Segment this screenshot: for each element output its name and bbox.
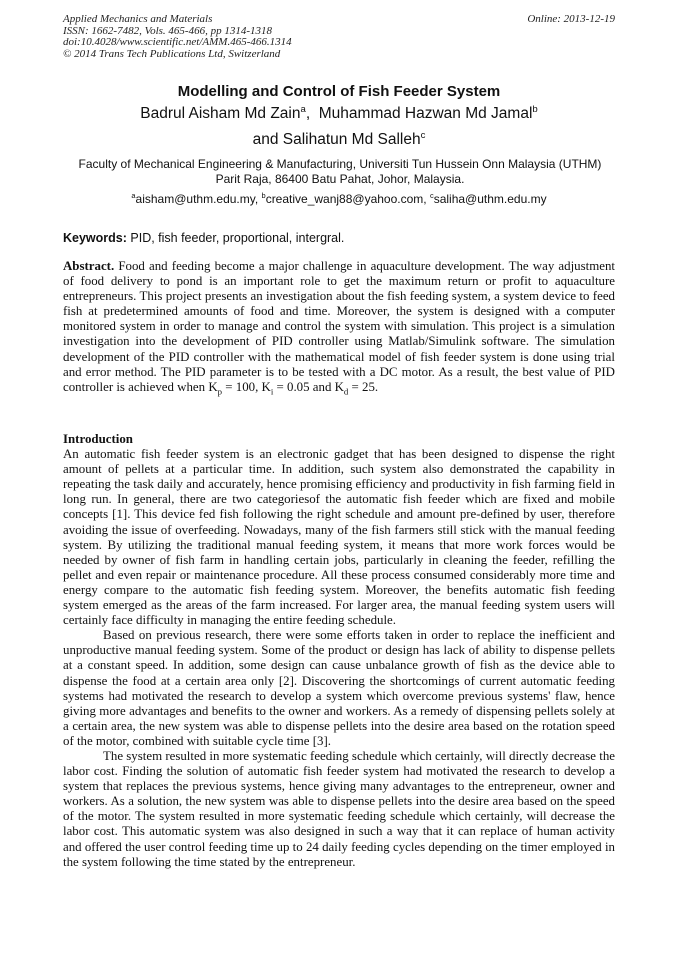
author-line-2	[0, 131, 678, 149]
introduction-section	[63, 432, 615, 870]
introduction-heading: Introduction	[63, 432, 133, 446]
email-a-sup: a	[131, 191, 136, 200]
keywords-text: PID, fish feeder, proportional, intergral.	[126, 231, 345, 245]
kd-subscript: d	[343, 386, 349, 397]
author-2: Muhammad Hazwan Md Jamal	[318, 105, 533, 122]
paper-title: Modelling and Control of Fish Feeder System	[177, 83, 501, 100]
intro-paragraph-3: The system resulted in more systematic feeding schedule which certainly, will directly decrease the labor cost. Finding the solution of automatic fish feeder system had motivated the research to develop a system that replaces the previous systems, hence giving many advantages to the entrepreneur, owner and workers. As a solution, the new system was able to dispense pellets into the desire area based on the speed of the motor. The system resulted in more systematic feeding schedule which certainly, will decrease the labor cost. This automatic system was also designed in such a way that it can replace of human activity and offered the user control feeding time up to 24 daily feeding cycles depending on the timer employed in the system following the time stated by the entrepreneur.	[63, 748, 615, 869]
intro-paragraph-1: An automatic fish feeder system is an electronic gadget that has been designed to dispense the right amount of pellets at a particular time. In addition, such system also demonstrated the capability in repeating the task daily and accurately, hence promising efficiency and productivity in fish farming field in long run. In general, there are two categoriesof the automatic fish feeder which are fixed and mobile concepts [1]. This device fed fish following the right schedule and amount pre-defined by user, therefore avoiding the issue of overfeeding. Nowadays, many of the fish farmers still stick with the manual feeding system. By utilizing the traditional manual feeding system, it means that more work forces would be needed by owner of fish farm in handling certain jobs, particularly in cleaning the feeder, refilling the pellet and even repair or maintenance procedure. All these process consumed considerably more time and energy compare to the automatic fish feeding system. Moreover, the benefits automatic fish feeding system emerged as the areas of the farm increased. For larger area, the manual feeding system users will certainly face difficulty in managing the entire feeding schedule.	[63, 447, 615, 628]
affiliation-line-2: Parit Raja, 86400 Batu Pahat, Johor, Malaysia.	[215, 172, 465, 186]
intro-paragraph-2: Based on previous research, there were some efforts taken in order to replace the inefficient and unproductive manual feeding system. Some of the product or design has lack of ability to dispense pellets at a constant speed. In addition, some design can cause unbalance growth of fish as the device able to dispense the food at a certain area only [2]. Discovering the shortcomings of current automatic feeding systems had motivated the research to develop a system which overcome previous systems' flaw, hence giving more advantages and benefits to the owner and workers. As a remedy of dispensing pellets solely at a certain area, the new system was able to dispense pellets into the desire area based on the rotation speed of the motor, combined with suitable cycle time [3].	[63, 628, 615, 748]
keywords-label: Keywords:	[63, 231, 127, 245]
author-2-sup: b	[532, 103, 538, 115]
affiliation-line-1: Faculty of Mechanical Engineering & Manufacturing, Universiti Tun Hussein Onn Malaysia (UTHM)	[78, 157, 602, 171]
doi-line: doi:10.4028/www.scientific.net/AMM.465-466.1314	[63, 36, 292, 48]
kp-value: = 100, K	[222, 379, 271, 394]
email-a: aisham@uthm.edu.my,	[135, 192, 262, 206]
author-3: and Salihatun Md Salleh	[252, 131, 421, 148]
journal-name: Applied Mechanics and Materials	[63, 13, 213, 25]
email-b: creative_wanj88@yahoo.com,	[265, 192, 430, 206]
kd-value: = 25.	[348, 379, 379, 394]
author-separator: ,	[305, 105, 319, 122]
email-b-sup: b	[261, 191, 266, 200]
ki-value: = 0.05 and K	[273, 379, 344, 394]
abstract-paragraph	[63, 259, 615, 395]
email-c: saliha@uthm.edu.my	[433, 192, 547, 206]
kp-subscript: p	[217, 386, 223, 397]
email-c-sup: c	[429, 191, 434, 200]
issn-line: ISSN: 1662-7482, Vols. 465-466, pp 1314-1318	[63, 24, 272, 37]
keywords	[63, 231, 344, 245]
abstract-label: Abstract.	[63, 259, 115, 273]
abstract	[63, 259, 615, 395]
ki-subscript: i	[270, 386, 274, 397]
author-1: Badrul Aisham Md Zain	[140, 105, 301, 122]
abstract-text: Food and feeding become a major challenge in aquaculture development. The way adjustment of food delivery to pond is an important role to get the maximum return or profit to aquaculture entrepreneurs. This project presents an investigation about the fish feeding system, a system device to feed fish at predetermined amounts of food and time. Moreover, the system is designed with a computer monitored system in order to manage and control the system with simulation. This project is a simulation investigation into the development of PID controller using Matlab/Simulink software. The simulation development of the PID controller with the mathematical model of fish feeder system is done using trial and error method. The PID parameter is to be tested with a DC motor. As a result, the best value of PID controller is achieved when K	[63, 259, 615, 394]
author-1-sup: a	[300, 103, 306, 115]
author-3-sup: c	[420, 129, 426, 141]
copyright-line: © 2014 Trans Tech Publications Ltd, Switzerland	[63, 47, 281, 60]
online-date: Online: 2013-12-19	[527, 13, 615, 25]
affiliation	[60, 157, 620, 187]
author-line-1	[0, 105, 678, 123]
email-line	[0, 192, 678, 206]
journal-header	[63, 14, 615, 60]
